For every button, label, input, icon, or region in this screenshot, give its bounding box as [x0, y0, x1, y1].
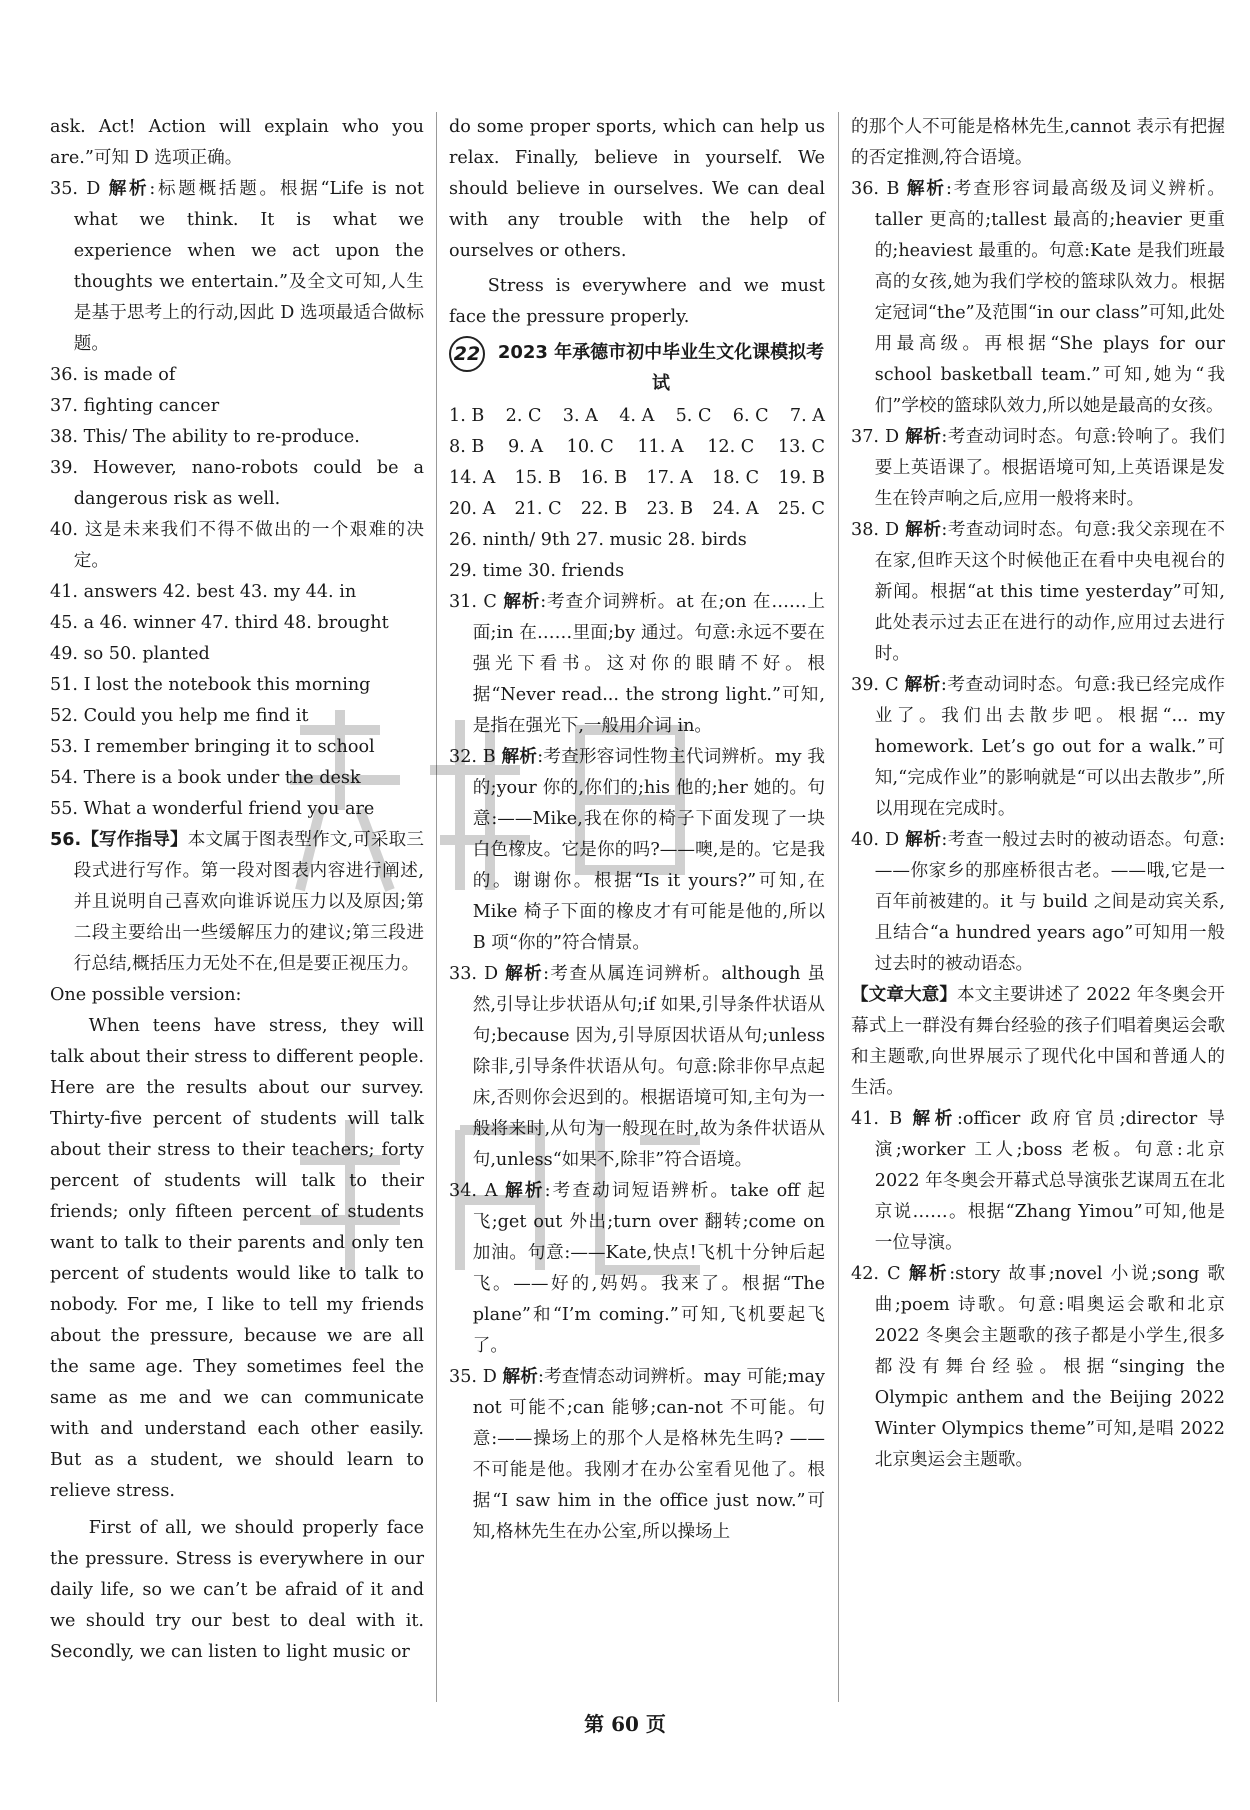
answer-42: 42. C 解析:story 故事;novel 小说;song 歌曲;poem 诗歌。句意:唱奥运会歌和北京 2022 冬奥会主题歌的孩子都是小学生,很多都没有舞台经验。根据“singing the Olympic anthem and the Beijing 2022 Winter Olympics theme”可知,是唱 2022 北京奥运会主题歌。 [851, 1264, 1225, 1470]
answer-item: 36. is made of [50, 365, 176, 385]
column-right [851, 112, 1225, 1476]
answer-cell: 22. B [580, 499, 628, 519]
version-label: One possible version: [50, 985, 242, 1005]
answer-cell: 20. A [449, 499, 496, 519]
answer-cell: 21. C [514, 499, 562, 519]
text-paragraph: ask. Act! Action will explain who you are.”可知 D 选项正确。 [50, 117, 424, 168]
answer-row [449, 432, 825, 463]
answer-cell: 2. C [505, 406, 542, 426]
answer-34: 34. A 解析:考查动词短语辨析。take off 起飞;get out 外出;turn over 翻转;come on 加油。句意:——Kate,快点!飞机十分钟后起飞。——好的,妈妈。我来了。根据“The plane”和“I’m coming.”可知,飞机要起飞了。 [449, 1181, 825, 1356]
essay-paragraph: When teens have stress, they will talk about their stress to different people. Here are the results about our survey. Thirty-five percent of students will talk about their stress to their teachers; forty percent of students will talk to their friends; only fifteen percent of students want to talk to their parents and only ten percent of students would like to talk to nobody. For me, I like to tell my friends about the pressure, because we are all the same age. They sometimes feel the same as me and we can communicate with and understand each other easily. But as a student, we should learn to relieve stress. [50, 1016, 424, 1501]
answer-item: 49. so 50. planted [50, 644, 210, 664]
answer-35: 35. D 解析:考查情态动词辨析。may 可能;may not 可能不;can 能够;can-not 不可能。句意:——操场上的那个人是格林先生吗? ——不可能是他。我刚才在办公室看见他了。根据“I saw him in the office just now.”可知,格林先生在办公室,所以操场上 [449, 1367, 825, 1542]
answer-33: 33. D 解析:考查从属连词辨析。although 虽然,引导让步状语从句;if 如果,引导条件状语从句;because 因为,引导原因状语从句;unless 除非,引导条件状语从句。句意:除非你早点起床,否则你会迟到的。根据语境可知,主句为一般将来时,从句为一般现在时,故为条件状语从句,unless“如果不,除非”符合语境。 [449, 964, 825, 1170]
answer-item: 54. There is a book under the desk [50, 768, 361, 788]
answer-row [449, 463, 825, 494]
answer-cell: 15. B [514, 468, 562, 488]
answer-line: 26. ninth/ 9th 27. music 28. birds [449, 530, 747, 550]
answer-40: 40. D 解析:考查一般过去时的被动语态。句意:——你家乡的那座桥很古老。——哦,它是一百年前被建的。it 与 build 之间是动宾关系,且结合“a hundred years ago”可知用一般过去时的被动语态。 [851, 830, 1225, 974]
answer-item: 55. What a wonderful friend you are [50, 799, 375, 819]
writing-guide: 56.【写作指导】本文属于图表型作文,可采取三段式进行写作。第一段对图表内容进行阐述,并且说明自己喜欢向谁诉说压力以及原因;第二段主要给出一些缓解压力的建议;第三段进行总结,概括压力无处不在,但是要正视压力。 [50, 830, 424, 974]
answer-item: 52. Could you help me find it [50, 706, 309, 726]
answer-41: 41. B 解析:officer 政府官员;director 导演;worker 工人;boss 老板。句意:北京 2022 年冬奥会开幕式总导演张艺谋周五在北京说……。根据“Zhang Yimou”可知,他是一位导演。 [851, 1109, 1225, 1253]
answer-cell: 17. A [646, 468, 693, 488]
answer-cell: 9. A [507, 437, 544, 457]
answer-item: 53. I remember bringing it to school [50, 737, 375, 757]
answer-cell: 13. C [777, 437, 825, 457]
answer-cell: 10. C [566, 437, 614, 457]
section-number-badge: 22 [449, 336, 485, 372]
answer-grid [449, 401, 825, 525]
answer-cell: 8. B [449, 437, 485, 457]
answer-item: 45. a 46. winner 47. third 48. brought [50, 613, 389, 633]
answer-item: 51. I lost the notebook this morning [50, 675, 371, 695]
answer-row [449, 401, 825, 432]
column-middle [449, 112, 825, 1548]
answer-item: 40. 这是未来我们不得不做出的一个艰难的决定。 [50, 520, 424, 571]
answer-cell: 5. C [675, 406, 712, 426]
answer-cell: 6. C [732, 406, 769, 426]
answer-37: 37. D 解析:考查动词时态。句意:铃响了。我们要上英语课了。根据语境可知,上英语课是发生在铃声响之后,应用一般将来时。 [851, 427, 1225, 509]
answer-cell: 12. C [707, 437, 755, 457]
answer-cell: 11. A [637, 437, 684, 457]
answer-cell: 18. C [712, 468, 760, 488]
answer-35: 35. D 解析:标题概括题。根据“Life is not what we think. It is what we experience when we act upon the thoughts we entertain.”及全文可知,人生是基于思考上的行动,因此 D 选项最适合做标题。 [50, 179, 424, 354]
answer-cell: 3. A [562, 406, 598, 426]
answer-cell: 1. B [449, 406, 485, 426]
answer-list [50, 360, 424, 825]
text-paragraph: 的那个人不可能是格林先生,cannot 表示有把握的否定推测,符合语境。 [851, 117, 1225, 168]
section-header [449, 337, 825, 399]
answer-39: 39. C 解析:考查动词时态。句意:我已经完成作业了。我们出去散步吧。根据“... my homework. Let’s go out for a walk.”可知,“完成作业”的影响就是“可以出去散步”,所以用现在完成时。 [851, 675, 1225, 819]
answer-cell: 16. B [580, 468, 628, 488]
column-left [50, 112, 424, 1668]
answer-row [449, 494, 825, 525]
answer-item: 38. This/ The ability to re-produce. [50, 427, 360, 447]
article-summary: 【文章大意】本文主要讲述了 2022 年冬奥会开幕式上一群没有舞台经验的孩子们唱着奥运会歌和主题歌,向世界展示了现代化中国和普通人的生活。 [851, 985, 1225, 1098]
answer-36: 36. B 解析:考查形容词最高级及词义辨析。taller 更高的;tallest 最高的;heavier 更重的;heaviest 最重的。句意:Kate 是我们班最高的女孩,她为我们学校的篮球队效力。根据定冠词“the”及范围“in our class”可知,此处用最高级。再根据“She plays for our school basketball team.”可知,她为“我们”学校的篮球队效力,所以她是最高的女孩。 [851, 179, 1225, 416]
essay-paragraph: First of all, we should properly face the pressure. Stress is everywhere in our daily life, so we can’t be afraid of it and we should try our best to deal with it. Secondly, we can listen to light music or [50, 1518, 424, 1662]
essay-paragraph: do some proper sports, which can help us relax. Finally, believe in yourself. We should believe in ourselves. We can deal with any trouble with the help of ourselves or others. [449, 117, 825, 261]
column-divider [436, 112, 437, 1702]
section-title: 2023 年承德市初中毕业生文化课模拟考试 [497, 342, 825, 394]
answer-line: 29. time 30. friends [449, 561, 625, 581]
answer-cell: 19. B [778, 468, 825, 488]
answer-cell: 4. A [619, 406, 655, 426]
answer-cell: 7. A [789, 406, 825, 426]
answer-item: 37. fighting cancer [50, 396, 220, 416]
answer-cell: 23. B [646, 499, 694, 519]
page-number: 第 60 页 [584, 1712, 666, 1736]
answer-38: 38. D 解析:考查动词时态。句意:我父亲现在不在家,但昨天这个时候他正在看中央电视台的新闻。根据“at this time yesterday”可知,此处表示过去正在进行的动作,应用过去进行时。 [851, 520, 1225, 664]
essay-paragraph: Stress is everywhere and we must face the pressure properly. [449, 276, 825, 327]
answer-cell: 25. C [777, 499, 825, 519]
answer-cell: 14. A [449, 468, 496, 488]
answer-32: 32. B 解析:考查形容词性物主代词辨析。my 我的;your 你的,你们的;his 他的;her 她的。句意:——Mike,我在你的椅子下面发现了一块白色橡皮。它是你的吗?——噢,是的。它是我的。谢谢你。根据“Is it yours?”可知,在 Mike 椅子下面的橡皮才有可能是他的,所以 B 项“你的”符合情景。 [449, 747, 825, 953]
answer-item: 41. answers 42. best 43. my 44. in [50, 582, 357, 602]
answer-cell: 24. A [712, 499, 759, 519]
answer-item: 39. However, nano-robots could be a dangerous risk as well. [50, 458, 424, 509]
column-divider [838, 112, 839, 1702]
answer-31: 31. C 解析:考查介词辨析。at 在;on 在……上面;in 在……里面;by 通过。句意:永远不要在强光下看书。这对你的眼睛不好。根据“Never read... the strong light.”可知,是指在强光下,一般用介词 in。 [449, 592, 825, 736]
